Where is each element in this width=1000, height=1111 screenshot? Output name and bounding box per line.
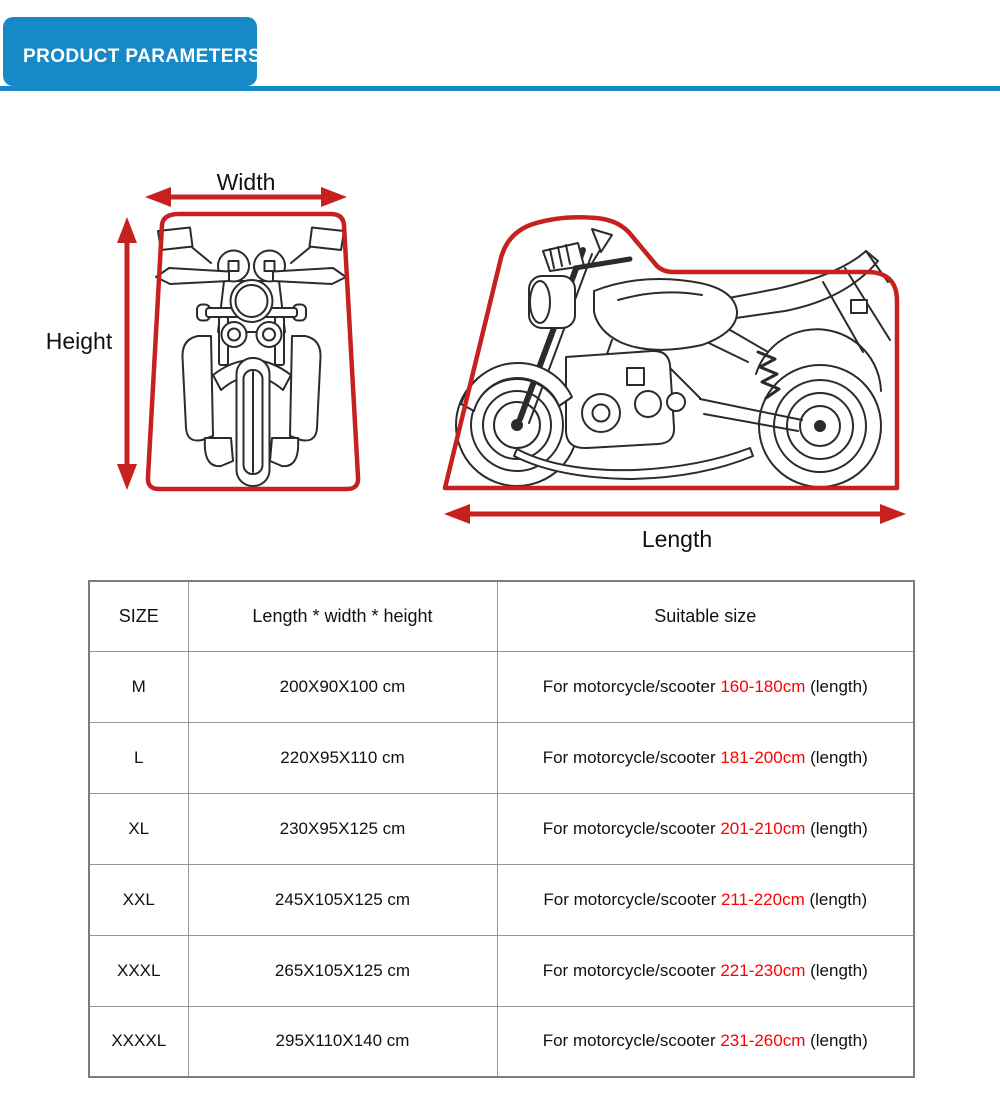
suitable-prefix: For motorcycle/scooter	[542, 818, 721, 838]
section-title-tab	[3, 17, 262, 86]
size-table	[88, 580, 915, 1078]
height-label: Height	[45, 328, 113, 354]
size-diagram	[0, 150, 1000, 580]
suitable-prefix: For motorcycle/scooter	[543, 889, 721, 909]
suitable-prefix: For motorcycle/scooter	[542, 1031, 721, 1051]
col-header-dimensions: Length * width * height	[188, 581, 497, 651]
col-header-size: SIZE	[89, 581, 188, 651]
dimensions-cell: 200X90X100 cm	[188, 651, 497, 722]
suitable-cell	[497, 935, 914, 1006]
suitable-cell	[497, 864, 914, 935]
col-header-suitable: Suitable size	[497, 581, 914, 651]
motorcycle-side-illustration	[456, 229, 890, 487]
table-header-row	[89, 581, 914, 651]
suitable-cell	[497, 722, 914, 793]
length-range: 201-210cm	[720, 818, 806, 838]
size-cell: XXXL	[89, 935, 188, 1006]
suitable-suffix: (length)	[805, 818, 868, 838]
suitable-prefix: For motorcycle/scooter	[542, 960, 721, 980]
dimensions-cell: 245X105X125 cm	[188, 864, 497, 935]
length-range: 181-200cm	[720, 747, 806, 767]
table-row	[89, 1006, 914, 1077]
table-row	[89, 651, 914, 722]
suitable-suffix: (length)	[805, 747, 868, 767]
table-row	[89, 864, 914, 935]
dimensions-cell: 230X95X125 cm	[188, 793, 497, 864]
page-title: PRODUCT PARAMETERS	[23, 45, 262, 67]
size-cell: XXL	[89, 864, 188, 935]
size-cell: XXXXL	[89, 1006, 188, 1077]
suitable-suffix: (length)	[805, 676, 868, 696]
header-underline	[0, 86, 1000, 91]
dimensions-cell: 220X95X110 cm	[188, 722, 497, 793]
length-range: 221-230cm	[720, 960, 806, 980]
length-range: 211-220cm	[720, 889, 805, 909]
suitable-suffix: (length)	[805, 960, 868, 980]
suitable-cell	[497, 1006, 914, 1077]
dimensions-cell: 295X110X140 cm	[188, 1006, 497, 1077]
suitable-cell	[497, 651, 914, 722]
size-cell: M	[89, 651, 188, 722]
length-arrow	[444, 504, 906, 524]
size-cell: XL	[89, 793, 188, 864]
table-row	[89, 722, 914, 793]
suitable-cell	[497, 793, 914, 864]
width-label: Width	[216, 169, 276, 195]
dimensions-cell: 265X105X125 cm	[188, 935, 497, 1006]
suitable-suffix: (length)	[805, 1031, 868, 1051]
table-row	[89, 793, 914, 864]
length-label: Length	[641, 526, 713, 552]
suitable-prefix: For motorcycle/scooter	[542, 747, 721, 767]
suitable-suffix: (length)	[804, 889, 868, 909]
height-arrow	[117, 217, 137, 490]
suitable-prefix: For motorcycle/scooter	[542, 676, 721, 696]
length-range: 231-260cm	[720, 1031, 806, 1051]
table-row	[89, 935, 914, 1006]
size-cell: L	[89, 722, 188, 793]
motorcycle-front-illustration	[156, 228, 346, 487]
length-range: 160-180cm	[720, 676, 806, 696]
